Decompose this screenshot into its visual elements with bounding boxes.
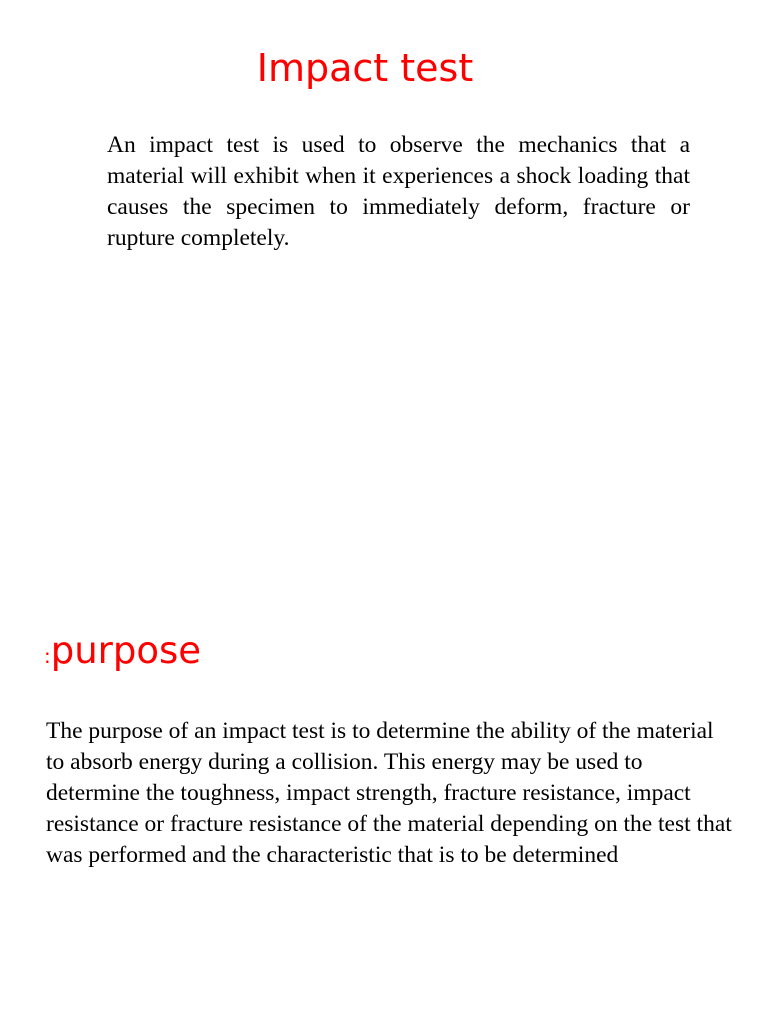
section-heading-text: purpose [50, 629, 202, 672]
purpose-paragraph: The purpose of an impact test is to determine the ability of the material to absorb energy during a collision. This energy may be used to determine the toughness, impact strength, fracture resistance, impact resistance or fracture resistance of the material depending on the test that was performed and the characteristic that is to be determined [46, 718, 732, 868]
section-heading-purpose [44, 626, 444, 681]
intro-paragraph: An impact test is used to observe the mechanics that a material will exhibit when it experiences a shock loading that causes the specimen to immediately deform, fracture or rupture completely. [107, 132, 690, 251]
section-heading-prefix: : [44, 644, 51, 668]
page-title: Impact test [256, 46, 474, 90]
